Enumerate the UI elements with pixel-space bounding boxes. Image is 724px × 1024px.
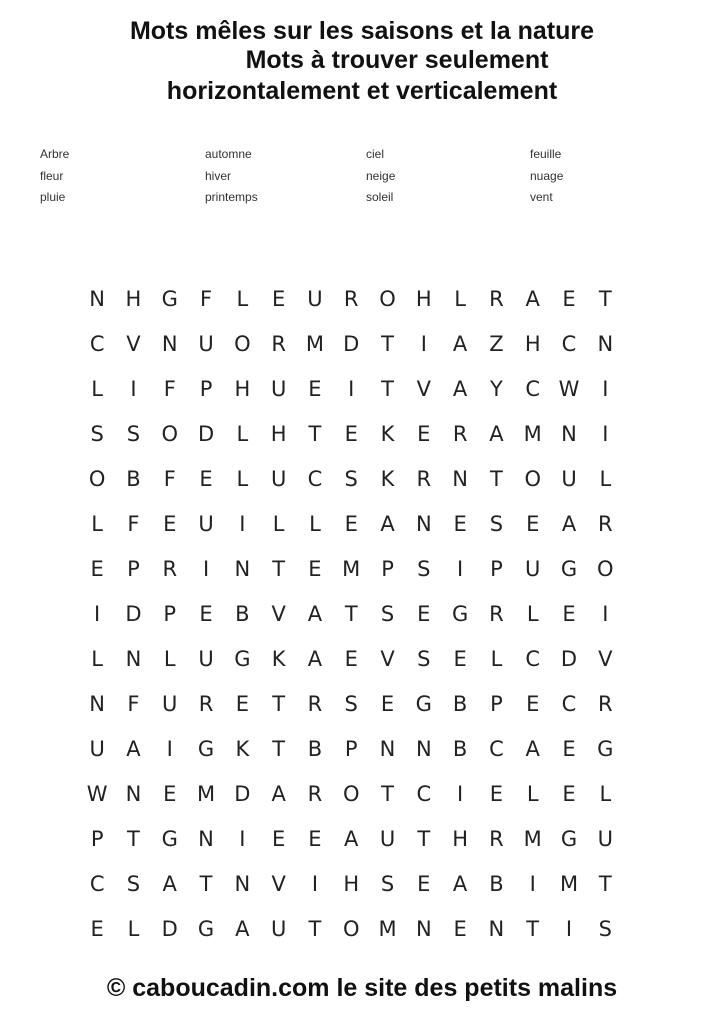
- grid-letter[interactable]: Z: [489, 332, 504, 356]
- grid-letter[interactable]: V: [416, 377, 431, 401]
- grid-letter[interactable]: L: [91, 512, 103, 536]
- grid-letter[interactable]: A: [271, 782, 286, 806]
- grid-letter[interactable]: A: [162, 872, 177, 896]
- grid-letter[interactable]: A: [126, 737, 141, 761]
- grid-letter[interactable]: B: [235, 602, 250, 626]
- grid-letter[interactable]: G: [197, 737, 215, 761]
- grid-letter[interactable]: E: [489, 782, 504, 806]
- grid-letter[interactable]: D: [161, 917, 178, 941]
- grid-letter[interactable]: T: [598, 872, 612, 896]
- grid-letter[interactable]: L: [599, 782, 612, 806]
- grid-letter[interactable]: L: [91, 377, 103, 401]
- grid-letter[interactable]: E: [562, 737, 576, 761]
- grid-letter[interactable]: D: [560, 647, 578, 671]
- grid-letter[interactable]: H: [415, 287, 432, 311]
- grid-letter[interactable]: C: [525, 377, 541, 401]
- grid-letter[interactable]: E: [199, 467, 213, 491]
- grid-letter[interactable]: T: [272, 557, 286, 581]
- grid-letter[interactable]: M: [305, 332, 324, 356]
- grid-letter[interactable]: C: [561, 332, 577, 356]
- grid-letter[interactable]: P: [127, 557, 140, 581]
- word-column-2: [205, 144, 258, 209]
- grid-letter[interactable]: G: [560, 827, 578, 851]
- grid-letter[interactable]: U: [89, 737, 105, 761]
- grid-letter[interactable]: V: [271, 872, 286, 896]
- grid-letter[interactable]: R: [489, 827, 504, 851]
- grid-letter[interactable]: C: [525, 647, 541, 671]
- grid-letter[interactable]: V: [598, 647, 613, 671]
- grid-letter[interactable]: U: [162, 692, 178, 716]
- grid-letter[interactable]: S: [126, 872, 141, 896]
- grid-letter[interactable]: H: [343, 872, 360, 896]
- grid-letter[interactable]: A: [525, 737, 540, 761]
- grid-letter[interactable]: V: [126, 332, 141, 356]
- grid-letter[interactable]: E: [526, 512, 540, 536]
- word-item: soleil: [366, 190, 394, 204]
- grid-letter[interactable]: O: [342, 917, 360, 941]
- word-item: hiver: [205, 168, 232, 183]
- grid-letter[interactable]: C: [416, 782, 432, 806]
- grid-letter[interactable]: W: [558, 377, 580, 401]
- grid-letter[interactable]: E: [417, 872, 431, 896]
- grid-letter[interactable]: C: [89, 872, 105, 896]
- grid-letter[interactable]: T: [526, 917, 540, 941]
- word-column-3: [366, 144, 395, 209]
- grid-letter[interactable]: O: [88, 467, 106, 491]
- grid-letter[interactable]: R: [598, 512, 613, 536]
- grid-letter[interactable]: I: [348, 377, 355, 401]
- grid-letter[interactable]: R: [271, 332, 286, 356]
- grid-letter[interactable]: O: [342, 782, 360, 806]
- grid-letter[interactable]: N: [125, 782, 142, 806]
- grid-letter[interactable]: I: [311, 872, 319, 896]
- grid-letter[interactable]: R: [343, 287, 359, 311]
- grid-letter[interactable]: E: [271, 827, 286, 851]
- grid-letter[interactable]: E: [453, 917, 467, 941]
- grid-letter[interactable]: N: [125, 647, 142, 671]
- grid-letter[interactable]: F: [127, 512, 140, 536]
- grid-letter[interactable]: T: [381, 782, 394, 806]
- grid-letter[interactable]: P: [490, 692, 503, 716]
- grid-letter[interactable]: E: [344, 647, 358, 671]
- grid-letter[interactable]: B: [126, 467, 141, 491]
- grid-letter[interactable]: I: [420, 332, 427, 356]
- grid-letter[interactable]: S: [417, 647, 431, 671]
- word-item: neige: [366, 168, 396, 183]
- grid-letter[interactable]: K: [380, 467, 395, 491]
- grid-letter[interactable]: N: [415, 512, 432, 536]
- page-title-line-1: Mots mêles sur les saisons et la nature: [129, 17, 595, 45]
- grid-letter[interactable]: D: [343, 332, 360, 356]
- grid-letter[interactable]: R: [489, 602, 504, 626]
- grid-letter[interactable]: R: [598, 692, 613, 716]
- grid-letter[interactable]: U: [270, 377, 287, 401]
- grid-letter[interactable]: E: [163, 512, 177, 536]
- grid-letter[interactable]: T: [199, 872, 213, 896]
- grid-letter[interactable]: A: [452, 872, 468, 896]
- grid-letter[interactable]: K: [380, 422, 395, 446]
- grid-letter[interactable]: B: [452, 692, 468, 716]
- grid-letter[interactable]: E: [90, 557, 104, 581]
- page-title-line-2: Mots à trouver seulement: [245, 46, 549, 74]
- grid-letter[interactable]: F: [199, 287, 213, 311]
- grid-letter[interactable]: A: [489, 422, 504, 446]
- grid-letter[interactable]: L: [309, 512, 321, 536]
- grid-letter[interactable]: O: [234, 332, 251, 356]
- grid-letter[interactable]: P: [199, 377, 213, 401]
- grid-letter[interactable]: S: [380, 602, 395, 626]
- grid-letter[interactable]: E: [344, 512, 358, 536]
- grid-letter[interactable]: A: [561, 512, 577, 536]
- grid-letter[interactable]: P: [90, 827, 104, 851]
- grid-letter[interactable]: T: [381, 377, 394, 401]
- grid-letter[interactable]: F: [163, 467, 176, 491]
- grid-letter[interactable]: I: [565, 917, 573, 941]
- grid-letter[interactable]: I: [602, 422, 609, 446]
- grid-letter[interactable]: B: [307, 737, 323, 761]
- grid-letter[interactable]: S: [417, 557, 431, 581]
- grid-letter[interactable]: G: [161, 827, 178, 851]
- grid-letter[interactable]: E: [308, 827, 322, 851]
- grid-letter[interactable]: V: [271, 602, 286, 626]
- grid-letter[interactable]: E: [308, 377, 322, 401]
- grid-letter[interactable]: U: [561, 467, 577, 491]
- grid-letter[interactable]: F: [163, 377, 176, 401]
- grid-letter[interactable]: A: [307, 647, 323, 671]
- word-item: printemps: [205, 190, 258, 204]
- grid-letter[interactable]: L: [526, 602, 539, 626]
- grid-letter[interactable]: T: [344, 602, 358, 626]
- grid-letter[interactable]: I: [166, 737, 173, 761]
- grid-letter[interactable]: U: [198, 332, 214, 356]
- grid-letter[interactable]: U: [198, 647, 214, 671]
- word-item: automne: [205, 147, 252, 161]
- grid-letter[interactable]: N: [89, 692, 105, 716]
- grid-letter[interactable]: L: [91, 647, 103, 671]
- grid-letter[interactable]: I: [457, 782, 464, 806]
- grid-letter[interactable]: E: [308, 557, 322, 581]
- grid-letter[interactable]: T: [127, 827, 140, 851]
- grid-letter[interactable]: N: [234, 557, 251, 581]
- grid-letter[interactable]: R: [198, 692, 214, 716]
- grid-letter[interactable]: H: [524, 332, 541, 356]
- grid-letter[interactable]: N: [198, 827, 214, 851]
- grid-letter[interactable]: P: [490, 557, 503, 581]
- grid-letter[interactable]: E: [271, 287, 286, 311]
- grid-letter[interactable]: K: [235, 737, 250, 761]
- grid-letter[interactable]: H: [125, 287, 142, 311]
- grid-letter[interactable]: D: [197, 422, 215, 446]
- grid-letter[interactable]: N: [89, 287, 105, 311]
- grid-letter[interactable]: W: [86, 782, 108, 806]
- grid-letter[interactable]: E: [199, 602, 213, 626]
- grid-letter[interactable]: M: [523, 422, 542, 446]
- grid-letter[interactable]: M: [378, 917, 397, 941]
- grid-letter[interactable]: L: [163, 647, 176, 671]
- grid-letter[interactable]: A: [525, 287, 540, 311]
- grid-letter[interactable]: R: [307, 692, 323, 716]
- grid-letter[interactable]: C: [89, 332, 105, 356]
- grid-letter[interactable]: E: [526, 692, 540, 716]
- grid-letter[interactable]: U: [379, 827, 396, 851]
- grid-letter[interactable]: T: [598, 287, 612, 311]
- grid-letter[interactable]: A: [452, 377, 468, 401]
- grid-letter[interactable]: U: [307, 287, 323, 311]
- grid-letter[interactable]: N: [379, 737, 396, 761]
- grid-letter[interactable]: I: [130, 377, 137, 401]
- grid-letter[interactable]: A: [452, 332, 468, 356]
- grid-letter[interactable]: S: [598, 917, 612, 941]
- grid-letter[interactable]: V: [380, 647, 395, 671]
- grid-letter[interactable]: E: [380, 692, 395, 716]
- grid-letter[interactable]: M: [559, 872, 579, 896]
- grid-letter[interactable]: T: [490, 467, 503, 491]
- grid-letter[interactable]: E: [163, 782, 177, 806]
- grid-letter[interactable]: G: [234, 647, 251, 671]
- letter-grid: [79, 277, 623, 952]
- grid-letter[interactable]: L: [454, 287, 466, 311]
- grid-letter[interactable]: L: [236, 422, 249, 446]
- grid-letter[interactable]: R: [162, 557, 178, 581]
- grid-letter[interactable]: R: [452, 422, 468, 446]
- grid-letter[interactable]: N: [415, 917, 432, 941]
- grid-letter[interactable]: M: [523, 827, 542, 851]
- grid-letter[interactable]: L: [236, 467, 249, 491]
- grid-letter[interactable]: S: [489, 512, 504, 536]
- grid-letter[interactable]: O: [379, 287, 396, 311]
- grid-letter[interactable]: T: [272, 737, 286, 761]
- grid-letter[interactable]: I: [94, 602, 101, 626]
- grid-letter[interactable]: U: [597, 827, 613, 851]
- grid-letter[interactable]: B: [452, 737, 468, 761]
- grid-letter[interactable]: L: [236, 287, 249, 311]
- grid-letter[interactable]: M: [196, 782, 216, 806]
- grid-letter[interactable]: S: [126, 422, 141, 446]
- word-item: feuille: [530, 147, 562, 161]
- grid-letter[interactable]: O: [597, 557, 614, 581]
- grid-letter[interactable]: U: [525, 557, 541, 581]
- grid-letter[interactable]: N: [234, 872, 251, 896]
- grid-letter[interactable]: I: [457, 557, 464, 581]
- grid-letter[interactable]: T: [308, 422, 322, 446]
- grid-letter[interactable]: S: [344, 692, 358, 716]
- grid-letter[interactable]: M: [342, 557, 361, 581]
- grid-letter[interactable]: R: [307, 782, 323, 806]
- grid-letter[interactable]: G: [597, 737, 614, 761]
- word-item: ciel: [366, 147, 385, 161]
- grid-letter[interactable]: E: [235, 692, 249, 716]
- grid-letter[interactable]: R: [416, 467, 432, 491]
- grid-letter[interactable]: N: [161, 332, 178, 356]
- grid-letter[interactable]: L: [526, 782, 539, 806]
- grid-letter[interactable]: N: [452, 467, 468, 491]
- grid-letter[interactable]: P: [344, 737, 358, 761]
- grid-letter[interactable]: U: [270, 467, 287, 491]
- grid-letter[interactable]: P: [163, 602, 177, 626]
- word-list: [40, 144, 680, 214]
- grid-letter[interactable]: I: [602, 602, 609, 626]
- grid-letter[interactable]: A: [380, 512, 395, 536]
- grid-letter[interactable]: O: [161, 422, 178, 446]
- grid-letter[interactable]: E: [562, 287, 576, 311]
- grid-letter[interactable]: H: [234, 377, 251, 401]
- grid-letter[interactable]: E: [562, 602, 576, 626]
- page-title-line-3: horizontalement et verticalement: [166, 77, 558, 105]
- grid-letter[interactable]: G: [451, 602, 469, 626]
- word-column-4: [530, 144, 563, 209]
- grid-letter[interactable]: N: [415, 737, 432, 761]
- grid-letter[interactable]: S: [90, 422, 104, 446]
- grid-letter[interactable]: G: [415, 692, 432, 716]
- grid-letter[interactable]: I: [602, 377, 609, 401]
- grid-letter[interactable]: C: [307, 467, 323, 491]
- grid-letter[interactable]: I: [529, 872, 536, 896]
- grid-letter[interactable]: E: [453, 647, 467, 671]
- grid-letter[interactable]: I: [239, 512, 246, 536]
- grid-letter[interactable]: E: [562, 782, 576, 806]
- grid-letter[interactable]: L: [599, 467, 612, 491]
- grid-letter[interactable]: S: [344, 467, 358, 491]
- grid-letter[interactable]: I: [202, 557, 210, 581]
- grid-letter[interactable]: L: [272, 512, 285, 536]
- grid-letter[interactable]: E: [417, 422, 431, 446]
- grid-letter[interactable]: T: [272, 692, 286, 716]
- grid-letter[interactable]: I: [239, 827, 246, 851]
- grid-letter[interactable]: F: [127, 692, 140, 716]
- word-item: vent: [530, 190, 553, 204]
- grid-letter[interactable]: U: [270, 917, 287, 941]
- grid-letter[interactable]: T: [308, 917, 322, 941]
- grid-letter[interactable]: N: [488, 917, 505, 941]
- grid-letter[interactable]: L: [490, 647, 503, 671]
- grid-letter[interactable]: E: [344, 422, 358, 446]
- grid-letter[interactable]: C: [489, 737, 504, 761]
- grid-letter[interactable]: N: [561, 422, 577, 446]
- grid-letter[interactable]: C: [561, 692, 577, 716]
- grid-letter[interactable]: E: [90, 917, 104, 941]
- grid-letter[interactable]: N: [597, 332, 614, 356]
- grid-letter[interactable]: E: [453, 512, 467, 536]
- word-item: pluie: [40, 190, 66, 204]
- grid-letter[interactable]: T: [381, 332, 394, 356]
- grid-letter[interactable]: D: [125, 602, 142, 626]
- word-item: fleur: [40, 168, 64, 183]
- grid-letter[interactable]: P: [381, 557, 394, 581]
- grid-letter[interactable]: T: [417, 827, 431, 851]
- grid-letter[interactable]: D: [234, 782, 251, 806]
- grid-letter[interactable]: G: [161, 287, 178, 311]
- word-item: nuage: [530, 168, 564, 183]
- grid-letter[interactable]: B: [489, 872, 504, 896]
- grid-letter[interactable]: U: [198, 512, 214, 536]
- grid-letter[interactable]: O: [524, 467, 541, 491]
- grid-letter[interactable]: G: [197, 917, 215, 941]
- grid-letter[interactable]: S: [380, 872, 395, 896]
- grid-letter[interactable]: G: [560, 557, 578, 581]
- grid-letter[interactable]: E: [417, 602, 431, 626]
- grid-letter[interactable]: Y: [490, 377, 503, 401]
- grid-letter[interactable]: H: [452, 827, 469, 851]
- grid-letter[interactable]: A: [235, 917, 250, 941]
- grid-letter[interactable]: K: [271, 647, 286, 671]
- word-column-1: [40, 144, 69, 209]
- grid-letter[interactable]: L: [127, 917, 140, 941]
- word-item: Arbre: [40, 147, 70, 161]
- grid-letter[interactable]: A: [307, 602, 323, 626]
- grid-letter[interactable]: R: [489, 287, 504, 311]
- grid-letter[interactable]: A: [344, 827, 359, 851]
- grid-letter[interactable]: H: [270, 422, 287, 446]
- footer-credit: © caboucadin.com le site des petits malins: [106, 974, 618, 1002]
